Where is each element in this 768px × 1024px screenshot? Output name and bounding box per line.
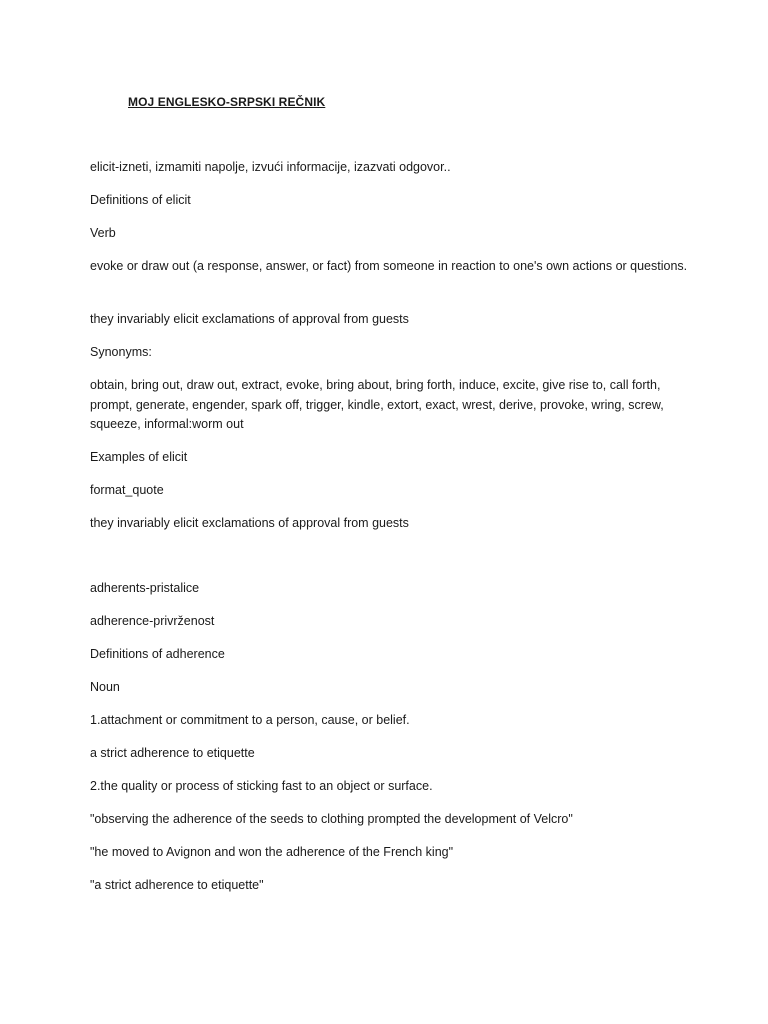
adherence-definition-2: 2.the quality or process of sticking fast to an object or surface.	[90, 779, 433, 793]
entry-elicit-translation: elicit-izneti, izmamiti napolje, izvući informacije, izazvati odgovor..	[90, 160, 451, 174]
adherence-example-1: a strict adherence to etiquette	[90, 746, 255, 760]
adherence-part-of-speech: Noun	[90, 680, 120, 694]
elicit-part-of-speech: Verb	[90, 226, 116, 240]
adherence-definitions-heading: Definitions of adherence	[90, 647, 225, 661]
elicit-example: they invariably elicit exclamations of approval from guests	[90, 312, 409, 326]
document-title: MOJ ENGLESKO-SRPSKI REČNIK	[128, 95, 326, 109]
format-quote-text: format_quote	[90, 483, 164, 497]
adherence-quote-2: "he moved to Avignon and won the adherence of the French king"	[90, 845, 454, 859]
entry-adherents-translation: adherents-pristalice	[90, 581, 200, 595]
elicit-definitions-heading: Definitions of elicit	[90, 193, 191, 207]
adherence-definition-1: 1.attachment or commitment to a person, cause, or belief.	[90, 713, 410, 727]
synonyms-heading: Synonyms:	[90, 345, 152, 359]
elicit-examples-heading: Examples of elicit	[90, 450, 188, 464]
adherence-quote-3: "a strict adherence to etiquette"	[90, 878, 264, 892]
synonyms-list: obtain, bring out, draw out, extract, evoke, bring about, bring forth, induce, excite, give rise to, call forth, prompt, generate, engender, spark off, trigger, kindle, extort, exact, wrest, derive, provoke, wring, screw, squeeze, informal:worm out	[90, 378, 664, 431]
adherence-quote-1: "observing the adherence of the seeds to clothing prompted the development of Velcro"	[90, 812, 573, 826]
entry-adherence-translation: adherence-privrženost	[90, 614, 215, 628]
elicit-example-quote: they invariably elicit exclamations of approval from guests	[90, 516, 409, 530]
elicit-definition: evoke or draw out (a response, answer, or fact) from someone in reaction to one's own actions or questions.	[90, 259, 688, 273]
